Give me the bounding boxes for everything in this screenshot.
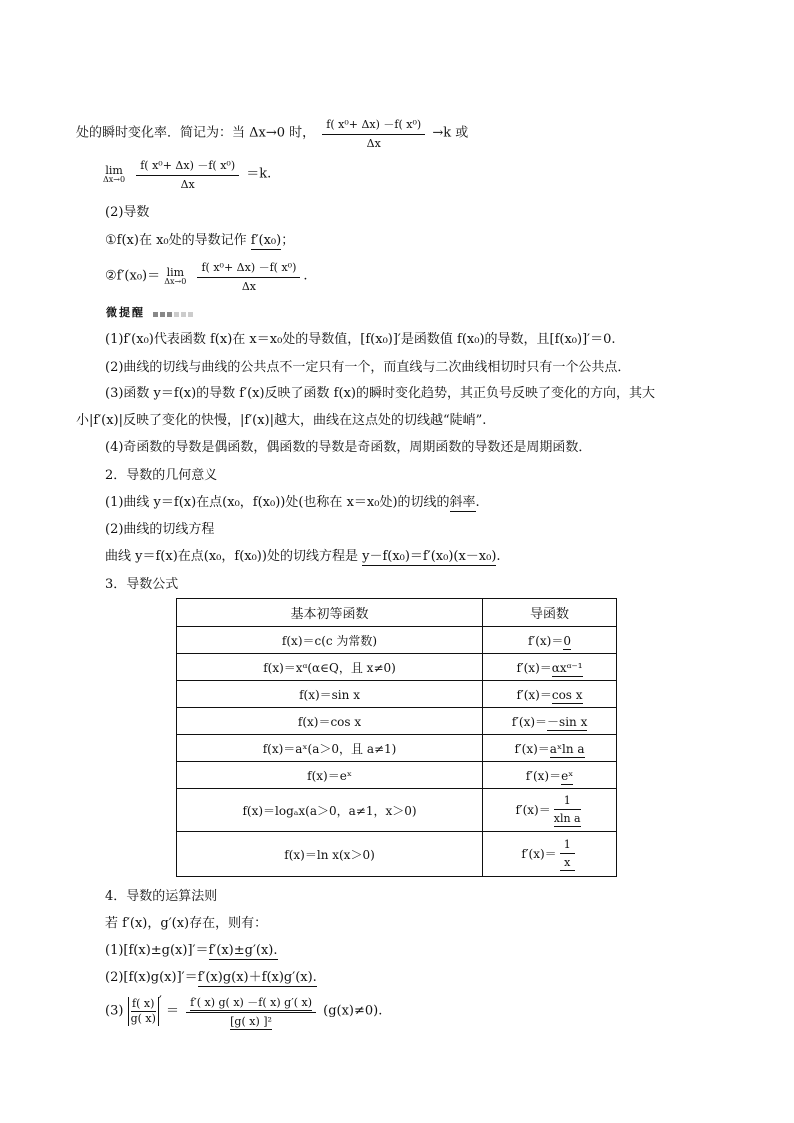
notation-text: ①f(x)在 x₀处的导数记作	[105, 233, 247, 248]
rules-intro: 若 f′(x)，g′(x)存在，则有：	[105, 916, 268, 931]
derivative-fraction	[560, 838, 575, 871]
tips-title: 微提醒	[106, 306, 145, 319]
derivative-prefix: f′(x)＝	[515, 802, 551, 817]
lim-subscript: Δx→0	[103, 174, 126, 184]
derivative-heading: (2)导数	[105, 205, 150, 220]
product-rule	[105, 966, 317, 985]
tangent-text: 曲线 y＝f(x)在点(x₀，f(x₀))处的切线方程是	[105, 549, 358, 564]
table-row	[177, 735, 617, 762]
lim-word: lim	[105, 163, 123, 177]
derivative-cell	[483, 708, 617, 735]
derivative-answer: cos x	[551, 687, 583, 702]
function-cell: f(x)＝ln x(x＞0)	[177, 832, 483, 877]
fraction-numerator: f( x⁰+ Δx) －f( x⁰)	[136, 157, 239, 176]
derivative-prefix: f′(x)＝	[525, 768, 562, 783]
definition-fraction	[197, 259, 300, 293]
geometry-tail: .	[475, 495, 480, 510]
derivative-answer: αxᵅ⁻¹	[551, 660, 583, 675]
intro-text: 处的瞬时变化率．简记为：当 Δx→0 时，	[76, 125, 316, 141]
geometry-item-1	[105, 491, 480, 510]
tangent-answer: y－f(x₀)＝f′(x₀)(x－x₀)	[362, 549, 497, 564]
geometry-heading: 2．导数的几何意义	[105, 468, 218, 483]
function-cell: f(x)＝logₐx(a＞0，a≠1，x＞0)	[177, 789, 483, 832]
tip-item: (4)奇函数的导数是偶函数，偶函数的导数是奇函数，周期函数的导数还是周期函数．	[105, 440, 592, 455]
prime-mark: ′	[158, 994, 162, 1009]
inner-denominator: g( x)	[130, 1011, 156, 1025]
derivative-cell	[483, 627, 617, 654]
function-cell: f(x)＝eˣ	[177, 762, 483, 789]
table-row	[177, 654, 617, 681]
intro-tail: →k 或	[432, 125, 469, 141]
definition-tail: .	[303, 268, 308, 284]
tangent-line-equation	[105, 545, 501, 564]
fraction-numerator	[186, 994, 316, 1013]
derivative-answer: －sin x	[547, 714, 588, 729]
function-cell: f(x)＝c(c 为常数)	[177, 627, 483, 654]
derivative-answer: aˣln a	[549, 741, 585, 756]
notation-tail: ；	[281, 233, 295, 248]
column-header: 基本初等函数	[177, 599, 483, 627]
geometry-text: (1)曲线 y＝f(x)在点(x₀，f(x₀))处(也称在 x＝x₀处)的切线的	[105, 495, 450, 510]
rules-heading: 4．导数的运算法则	[105, 889, 218, 904]
rule-label: (3)	[105, 1003, 124, 1019]
tip-item: (1)f′(x₀)代表函数 f(x)在 x＝x₀处的导数值，[f(x₀)]′是函数值 f(x₀)的导数，且[f(x₀)]′＝0.	[105, 332, 616, 347]
difference-quotient-fraction	[322, 116, 425, 150]
table-row	[177, 832, 617, 877]
fraction-numerator: f( x⁰+ Δx) －f( x⁰)	[322, 116, 425, 135]
fraction-denominator: Δx	[180, 178, 195, 191]
fraction-denominator: Δx	[366, 137, 381, 150]
table-row	[177, 681, 617, 708]
fraction-denominator	[186, 1013, 316, 1028]
rule-lhs: (2)[f(x)g(x)]′＝	[105, 970, 198, 985]
limit-symbol	[164, 267, 186, 286]
fraction-numerator: 1	[554, 794, 581, 810]
table-row	[177, 627, 617, 654]
definition-lhs: ②f′(x₀)＝	[105, 268, 161, 284]
derivative-prefix: f′(x)＝	[521, 846, 557, 861]
tip-item: (2)曲线的切线与曲线的公共点不一定只有一个，而直线与二次曲线相切时只有一个公共点．	[105, 360, 631, 375]
fraction-denominator: Δx	[241, 280, 256, 293]
limit-fraction	[136, 157, 239, 191]
tips-title-row	[106, 304, 195, 320]
tip-item: 小|f′(x)|反映了变化的快慢，|f′(x)|越大，曲线在这点处的切线越“陡峭”.	[76, 413, 487, 428]
denominator-answer: [g( x) ]²	[230, 1015, 272, 1028]
derivative-prefix: f′(x)＝	[511, 714, 548, 729]
tangent-tail: .	[496, 549, 501, 564]
fraction-denominator: x	[560, 854, 575, 871]
derivative-fraction	[554, 794, 581, 827]
decorative-squares-icon	[153, 307, 195, 320]
numerator-answer: f′( x) g( x) －f( x) g′( x)	[190, 996, 312, 1009]
lim-word: lim	[166, 265, 185, 279]
function-cell: f(x)＝sin x	[177, 681, 483, 708]
function-cell: f(x)＝cos x	[177, 708, 483, 735]
fraction-numerator: f( x⁰+ Δx) －f( x⁰)	[197, 259, 300, 278]
function-cell: f(x)＝aˣ(a＞0，且 a≠1)	[177, 735, 483, 762]
function-cell: f(x)＝xᵅ(α∈Q，且 x≠0)	[177, 654, 483, 681]
quotient-fraction	[186, 994, 316, 1028]
derivative-prefix: f′(x)＝	[516, 687, 552, 702]
notation-answer: f′(x₀)	[250, 233, 282, 248]
derivative-answer: eˣ	[561, 768, 574, 783]
fraction-denominator: xln a	[553, 811, 581, 825]
derivative-definition-line	[105, 259, 308, 293]
limit-tail: ＝k.	[246, 166, 272, 182]
derivative-cell	[483, 654, 617, 681]
fraction-numerator: 1	[560, 838, 575, 854]
derivative-prefix: f′(x)＝	[514, 741, 550, 756]
rule-answer: f′(x)g(x)＋f(x)g′(x).	[197, 970, 317, 985]
table-row	[177, 789, 617, 832]
rule-lhs: (1)[f(x)±g(x)]′＝	[105, 943, 209, 958]
derivative-prefix: f′(x)＝	[516, 660, 552, 675]
derivative-cell	[483, 681, 617, 708]
geometry-answer: 斜率	[449, 495, 476, 510]
formulas-heading: 3．导数公式	[105, 577, 179, 592]
derivative-formula-table	[176, 598, 617, 877]
derivative-cell	[483, 735, 617, 762]
rule-tail: (g(x)≠0).	[323, 1003, 383, 1019]
table-row	[177, 762, 617, 789]
instantaneous-rate-line	[76, 116, 468, 150]
table-row	[177, 708, 617, 735]
derivative-notation-line	[105, 229, 294, 248]
rule-answer: f′(x)±g′(x).	[208, 943, 278, 958]
derivative-answer: 0	[563, 633, 571, 648]
column-header: 导函数	[483, 599, 617, 627]
derivative-cell	[483, 832, 617, 877]
derivative-cell	[483, 789, 617, 832]
limit-symbol	[103, 165, 125, 184]
sum-rule	[105, 939, 278, 958]
tip-item: (3)函数 y＝f(x)的导数 f′(x)反映了函数 f(x)的瞬时变化趋势，其正负号反映了变化的方向，其大	[105, 386, 655, 401]
table-header-row	[177, 599, 617, 627]
quotient-rule	[105, 994, 382, 1028]
derivative-cell	[483, 762, 617, 789]
limit-line	[103, 157, 271, 191]
inner-numerator: f( x)	[132, 996, 155, 1010]
lim-subscript: Δx→0	[164, 276, 187, 286]
derivative-prefix: f′(x)＝	[528, 633, 564, 648]
quotient-bracket	[128, 997, 159, 1026]
geometry-item-2: (2)曲线的切线方程	[105, 522, 215, 537]
equals-sign: ＝	[165, 1003, 179, 1019]
